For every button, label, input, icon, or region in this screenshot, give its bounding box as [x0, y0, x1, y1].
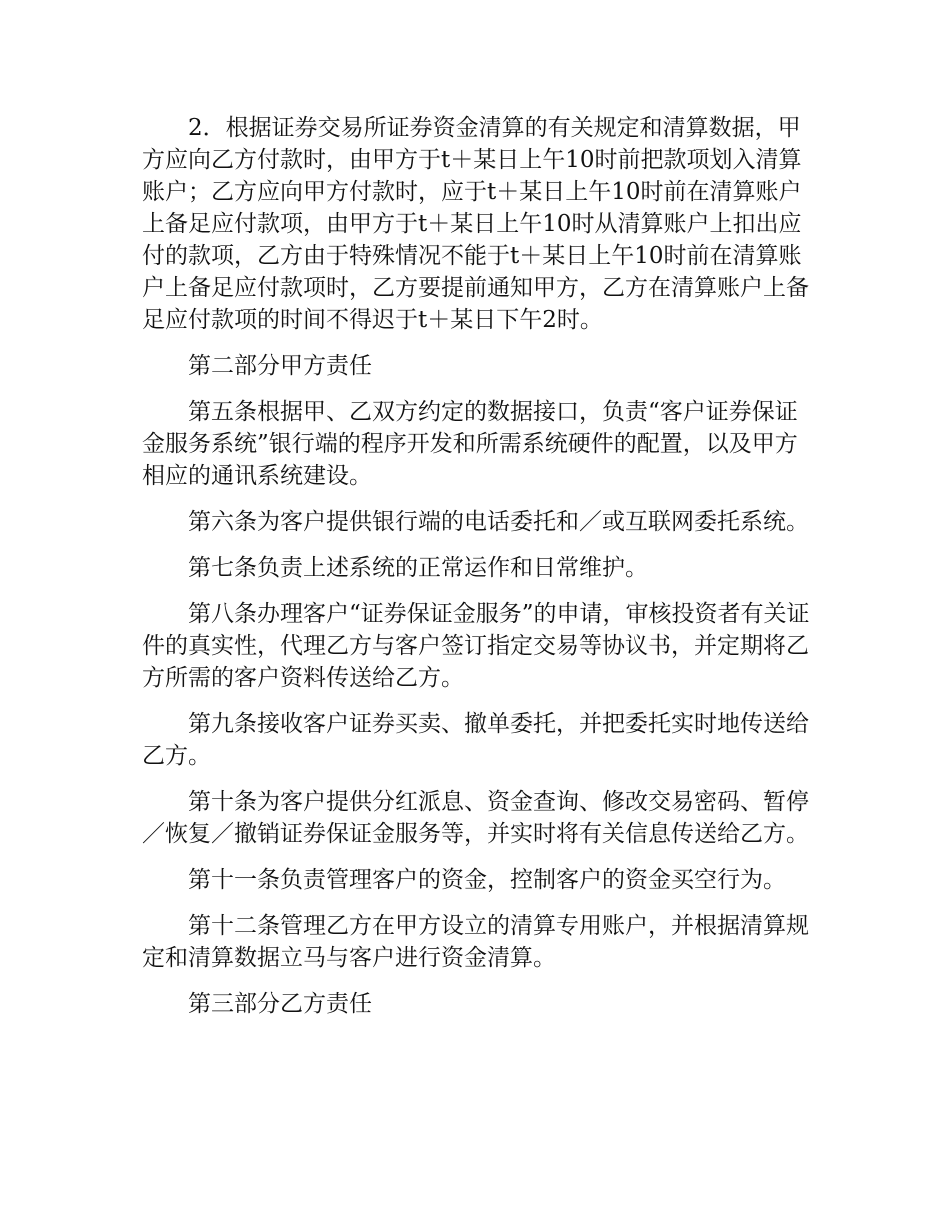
document-body: [142, 112, 818, 1034]
paragraph-article-8: 第八条办理客户“证券保证金服务”的申请，审核投资者有关证件的真实性，代理乙方与客户签订指定交易等协议书，并定期将乙方所需的客户资料传送给乙方。: [142, 601, 810, 691]
paragraph-clearing-rules: 2．根据证券交易所证券资金清算的有关规定和清算数据，甲方应向乙方付款时，由甲方于t＋某日上午10时前把款项划入清算账户；乙方应向甲方付款时，应于t＋某日上午10时前在清算账户上备足应付款项，由甲方于t＋某日上午10时从清算账户上扣出应付的款项，乙方由于特殊情况不能于t＋某日上午10时前在清算账户上备足应付款项时，乙方要提前通知甲方，乙方在清算账户上备足应付款项的时间不得迟于t＋某日下午2时。: [142, 115, 809, 333]
section-heading-party-b: 第三部分乙方责任: [188, 991, 372, 1017]
paragraph-article-7: 第七条负责上述系统的正常运作和日常维护。: [188, 555, 648, 581]
paragraph-article-5: 第五条根据甲、乙双方约定的数据接口，负责“客户证券保证金服务系统”银行端的程序开发和所需系统硬件的配置，以及甲方相应的通讯系统建设。: [142, 399, 798, 489]
section-heading-party-a: 第二部分甲方责任: [188, 353, 372, 379]
paragraph-article-6: 第六条为客户提供银行端的电话委托和／或互联网委托系统。: [188, 509, 809, 535]
paragraph-article-11: 第十一条负责管理客户的资金，控制客户的资金买空行为。: [188, 867, 786, 893]
paragraph-article-12: 第十二条管理乙方在甲方设立的清算专用账户，并根据清算规定和清算数据立马与客户进行资金清算。: [142, 913, 809, 971]
paragraph-article-10: 第十条为客户提供分红派息、资金查询、修改交易密码、暂停／恢复／撤销证券保证金服务等，并实时将有关信息传送给乙方。: [142, 789, 809, 847]
paragraph-article-9: 第九条接收客户证券买卖、撤单委托，并把委托实时地传送给乙方。: [142, 711, 809, 769]
